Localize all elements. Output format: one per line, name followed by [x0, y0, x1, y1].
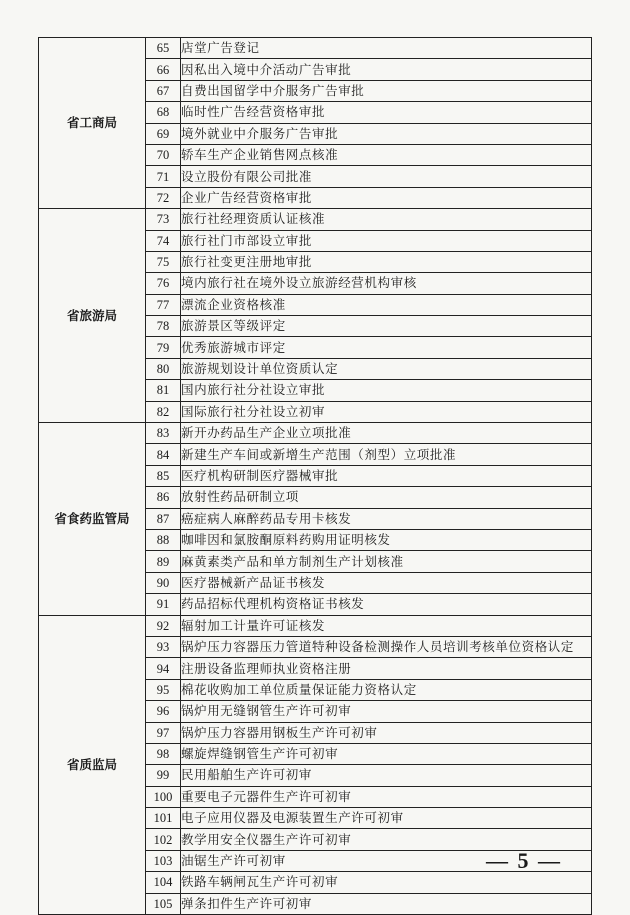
item-name-cell: 优秀旅游城市评定	[181, 337, 592, 358]
item-number-cell: 68	[146, 102, 181, 123]
item-number-cell: 69	[146, 123, 181, 144]
item-number-cell: 75	[146, 251, 181, 272]
item-name-cell: 自费出国留学中介服务广告审批	[181, 80, 592, 101]
item-name-cell: 教学用安全仪器生产许可初审	[181, 829, 592, 850]
item-name-cell: 旅游规划设计单位资质认定	[181, 358, 592, 379]
item-name-cell: 放射性药品研制立项	[181, 487, 592, 508]
item-name-cell: 药品招标代理机构资格证书核发	[181, 594, 592, 615]
item-name-cell: 企业广告经营资格审批	[181, 187, 592, 208]
item-number-cell: 97	[146, 722, 181, 743]
item-name-cell: 境内旅行社在境外设立旅游经营机构审核	[181, 273, 592, 294]
item-number-cell: 96	[146, 701, 181, 722]
item-number-cell: 89	[146, 551, 181, 572]
item-name-cell: 棉花收购加工单位质量保证能力资格认定	[181, 679, 592, 700]
item-name-cell: 麻黄素类产品和单方制剂生产计划核准	[181, 551, 592, 572]
table-row	[39, 209, 592, 230]
item-name-cell: 新开办药品生产企业立项批准	[181, 423, 592, 444]
item-number-cell: 81	[146, 380, 181, 401]
item-number-cell: 79	[146, 337, 181, 358]
item-number-cell: 73	[146, 209, 181, 230]
item-name-cell: 旅行社门市部设立审批	[181, 230, 592, 251]
item-name-cell: 轿车生产企业销售网点核准	[181, 144, 592, 165]
item-number-cell: 93	[146, 636, 181, 657]
page-number: — 5 —	[486, 848, 562, 873]
item-name-cell: 螺旋焊缝钢管生产许可初审	[181, 743, 592, 764]
department-cell: 省工商局	[39, 38, 146, 209]
item-name-cell: 油锯生产许可初审	[181, 850, 592, 871]
item-number-cell: 71	[146, 166, 181, 187]
item-name-cell: 旅行社经理资质认证核准	[181, 209, 592, 230]
item-number-cell: 65	[146, 38, 181, 59]
item-name-cell: 锅炉压力容器用钢板生产许可初审	[181, 722, 592, 743]
table-row	[39, 615, 592, 636]
item-number-cell: 87	[146, 508, 181, 529]
item-number-cell: 88	[146, 529, 181, 550]
item-number-cell: 103	[146, 850, 181, 871]
item-name-cell: 辐射加工计量许可证核发	[181, 615, 592, 636]
table-row	[39, 38, 592, 59]
item-number-cell: 91	[146, 594, 181, 615]
item-number-cell: 82	[146, 401, 181, 422]
item-number-cell: 72	[146, 187, 181, 208]
item-number-cell: 94	[146, 658, 181, 679]
item-name-cell: 设立股份有限公司批准	[181, 166, 592, 187]
item-name-cell: 重要电子元器件生产许可初审	[181, 786, 592, 807]
item-name-cell: 锅炉用无缝钢管生产许可初审	[181, 701, 592, 722]
item-number-cell: 105	[146, 893, 181, 914]
item-name-cell: 境外就业中介服务广告审批	[181, 123, 592, 144]
item-number-cell: 77	[146, 294, 181, 315]
item-name-cell: 医疗机构研制医疗器械审批	[181, 465, 592, 486]
department-cell: 省质监局	[39, 615, 146, 914]
approval-items-table	[38, 37, 592, 915]
item-number-cell: 101	[146, 808, 181, 829]
item-name-cell: 注册设备监理师执业资格注册	[181, 658, 592, 679]
table-row	[39, 423, 592, 444]
table-body	[39, 38, 592, 915]
item-number-cell: 95	[146, 679, 181, 700]
item-number-cell: 86	[146, 487, 181, 508]
item-number-cell: 76	[146, 273, 181, 294]
item-name-cell: 国际旅行社分社设立初审	[181, 401, 592, 422]
item-name-cell: 医疗器械新产品证书核发	[181, 572, 592, 593]
item-name-cell: 店堂广告登记	[181, 38, 592, 59]
item-name-cell: 旅游景区等级评定	[181, 316, 592, 337]
item-number-cell: 80	[146, 358, 181, 379]
item-number-cell: 92	[146, 615, 181, 636]
item-name-cell: 弹条扣件生产许可初审	[181, 893, 592, 914]
item-name-cell: 铁路车辆闸瓦生产许可初审	[181, 872, 592, 893]
item-number-cell: 83	[146, 423, 181, 444]
item-name-cell: 国内旅行社分社设立审批	[181, 380, 592, 401]
item-number-cell: 70	[146, 144, 181, 165]
department-cell: 省旅游局	[39, 209, 146, 423]
item-name-cell: 漂流企业资格核准	[181, 294, 592, 315]
item-name-cell: 锅炉压力容器压力管道特种设备检测操作人员培训考核单位资格认定	[181, 636, 592, 657]
department-cell: 省食药监管局	[39, 423, 146, 616]
item-name-cell: 临时性广告经营资格审批	[181, 102, 592, 123]
item-name-cell: 因私出入境中介活动广告审批	[181, 59, 592, 80]
item-number-cell: 99	[146, 765, 181, 786]
item-number-cell: 102	[146, 829, 181, 850]
item-name-cell: 癌症病人麻醉药品专用卡核发	[181, 508, 592, 529]
item-number-cell: 90	[146, 572, 181, 593]
item-name-cell: 咖啡因和氯胺酮原料药购用证明核发	[181, 529, 592, 550]
item-number-cell: 100	[146, 786, 181, 807]
item-number-cell: 84	[146, 444, 181, 465]
item-name-cell: 新建生产车间或新增生产范围（剂型）立项批准	[181, 444, 592, 465]
item-number-cell: 85	[146, 465, 181, 486]
item-number-cell: 67	[146, 80, 181, 101]
item-number-cell: 74	[146, 230, 181, 251]
item-name-cell: 旅行社变更注册地审批	[181, 251, 592, 272]
item-name-cell: 电子应用仪器及电源装置生产许可初审	[181, 808, 592, 829]
item-number-cell: 104	[146, 872, 181, 893]
item-number-cell: 98	[146, 743, 181, 764]
item-number-cell: 78	[146, 316, 181, 337]
item-number-cell: 66	[146, 59, 181, 80]
item-name-cell: 民用船舶生产许可初审	[181, 765, 592, 786]
